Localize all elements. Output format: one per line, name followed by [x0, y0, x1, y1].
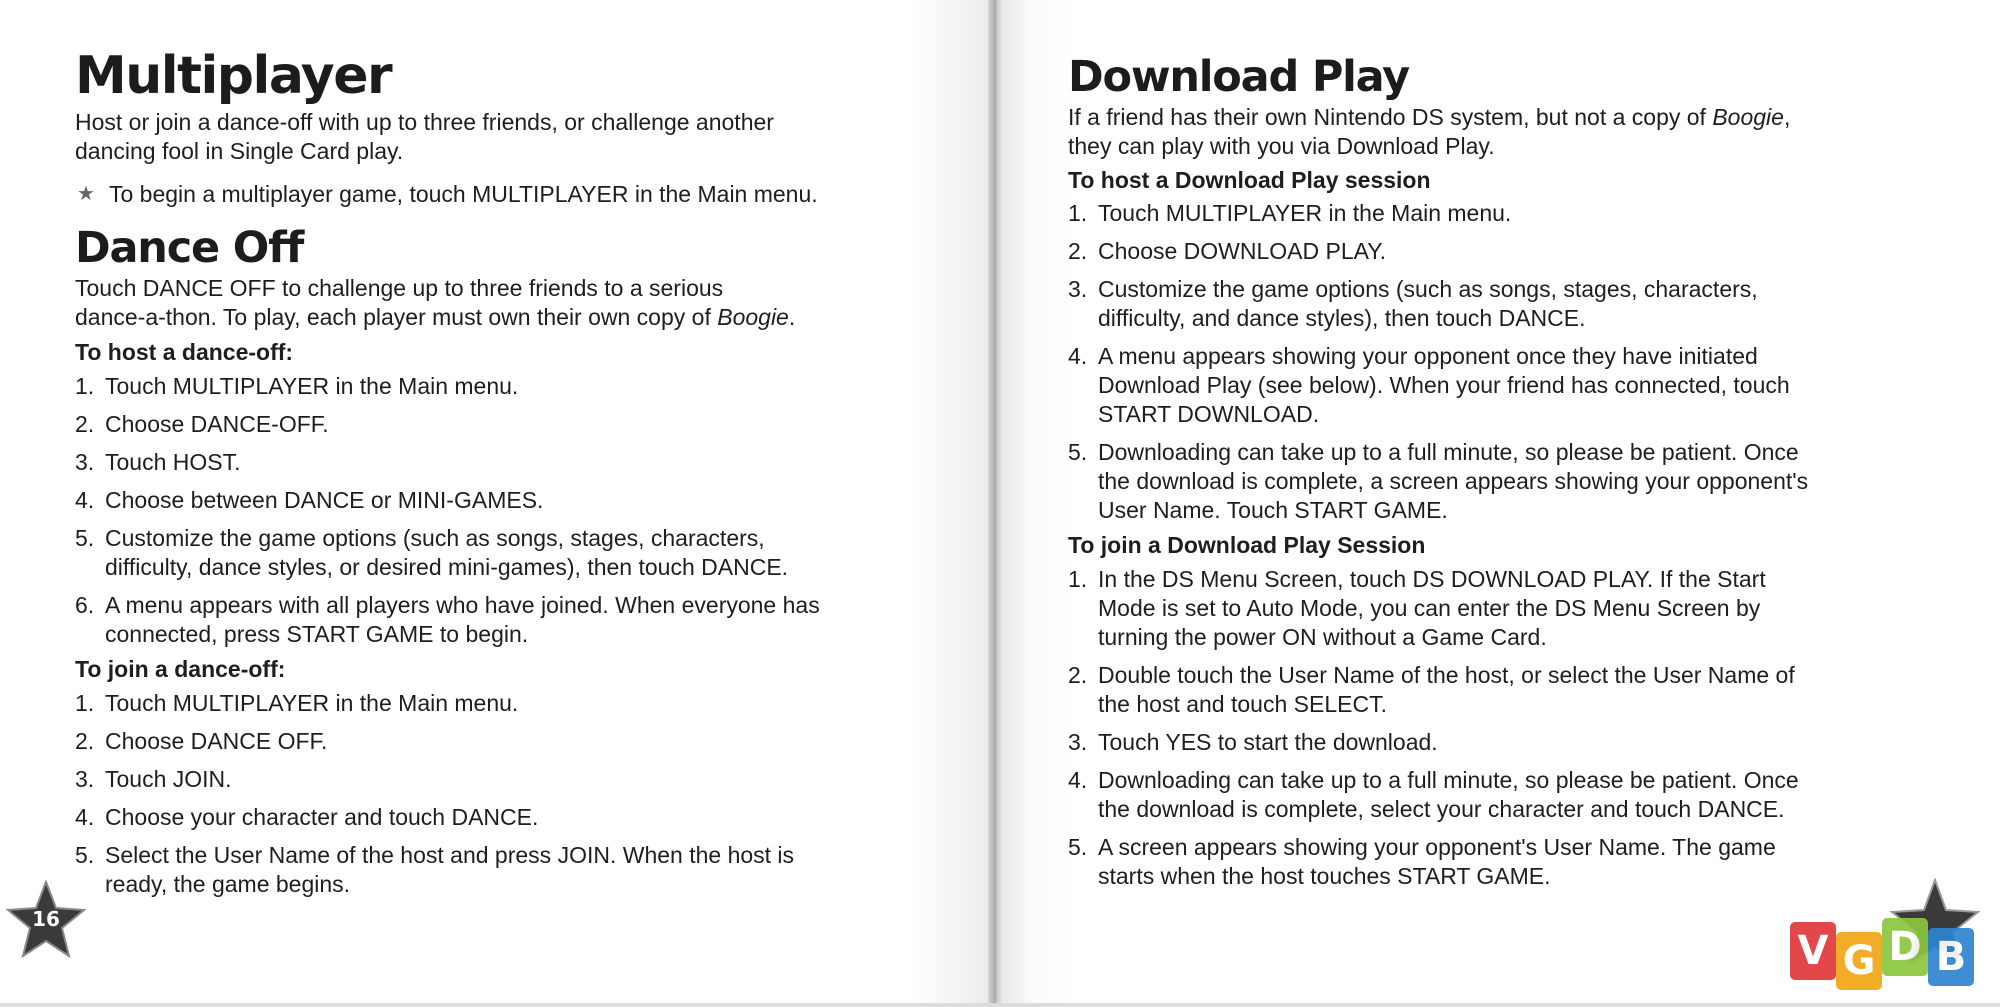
step-number: 2.	[75, 728, 95, 754]
step-number: 1.	[75, 373, 95, 399]
step-item	[1068, 275, 1908, 333]
step-number: 4.	[75, 487, 95, 513]
page-title-multiplayer: Multiplayer	[75, 46, 392, 106]
step-item	[1068, 565, 1908, 652]
step-text	[1098, 342, 1908, 429]
step-line: Mode is set to Auto Mode, you can enter the DS Menu Screen by	[1098, 595, 1761, 621]
step-line: User Name. Touch START GAME.	[1098, 497, 1448, 523]
step-line: Downloading can take up to a full minute, so please be patient. Once	[1098, 439, 1799, 465]
step-line: the download is complete, select your character and touch DANCE.	[1098, 796, 1785, 822]
step-text	[105, 727, 905, 756]
step-item	[1068, 661, 1908, 719]
right-column	[1068, 0, 1908, 891]
step-text	[105, 803, 905, 832]
step-number: 3.	[1068, 276, 1088, 302]
step-item	[75, 841, 905, 899]
step-text	[1098, 766, 1908, 824]
step-line: difficulty, dance styles, or desired mini-games), then touch DANCE.	[105, 554, 789, 580]
step-text	[105, 765, 905, 794]
step-text	[1098, 199, 1908, 228]
step-number: 1.	[75, 690, 95, 716]
step-line: START DOWNLOAD.	[1098, 401, 1320, 427]
step-number: 5.	[75, 525, 95, 551]
step-line: A screen appears showing your opponent's User Name. The game	[1098, 834, 1776, 860]
step-line: starts when the host touches START GAME.	[1098, 863, 1551, 889]
watermark-letter: V	[1790, 922, 1836, 980]
multiplayer-intro	[75, 108, 905, 166]
step-text	[1098, 565, 1908, 652]
step-line: A menu appears with all players who have joined. When everyone has	[105, 592, 820, 618]
intro-text: If a friend has their own Nintendo DS system, but not a copy of	[1068, 104, 1713, 130]
step-line: the download is complete, a screen appears showing your opponent's	[1098, 468, 1809, 494]
host-dance-off-steps	[75, 372, 905, 649]
star-bullet-icon: ★	[77, 183, 95, 205]
step-text	[105, 372, 905, 401]
step-number: 5.	[1068, 439, 1088, 465]
step-line: ready, the game begins.	[105, 871, 351, 897]
step-line: connected, press START GAME to begin.	[105, 621, 529, 647]
step-text	[1098, 833, 1908, 891]
step-number: 4.	[75, 804, 95, 830]
tip-bullet	[75, 180, 905, 209]
step-item	[1068, 237, 1908, 266]
step-number: 3.	[75, 449, 95, 475]
join-download-heading: To join a Download Play Session	[1068, 532, 1426, 558]
step-line: the host and touch SELECT.	[1098, 691, 1387, 717]
step-number: 1.	[1068, 566, 1088, 592]
step-item	[75, 410, 905, 439]
step-item	[1068, 728, 1908, 757]
step-line: Touch JOIN.	[105, 766, 232, 792]
step-number: 2.	[1068, 238, 1088, 264]
step-line: Touch MULTIPLAYER in the Main menu.	[105, 373, 519, 399]
step-item	[1068, 342, 1908, 429]
intro-text: dance-a-thon. To play, each player must own their own copy of	[75, 304, 718, 330]
game-title-emphasis: Boogie	[717, 304, 789, 330]
step-item	[75, 727, 905, 756]
step-text	[105, 591, 905, 649]
watermark-letter: D	[1882, 918, 1928, 976]
intro-line: dancing fool in Single Card play.	[75, 138, 404, 164]
step-line: Select the User Name of the host and press JOIN. When the host is	[105, 842, 795, 868]
intro-text: .	[788, 304, 796, 330]
step-text	[105, 486, 905, 515]
intro-line: Touch DANCE OFF to challenge up to three friends to a serious	[75, 275, 724, 301]
step-item	[1068, 199, 1908, 228]
step-item	[1068, 438, 1908, 525]
step-line: In the DS Menu Screen, touch DS DOWNLOAD PLAY. If the Start	[1098, 566, 1766, 592]
step-item	[75, 689, 905, 718]
intro-line	[75, 303, 905, 332]
join-download-steps	[1068, 565, 1908, 891]
host-dance-off-heading: To host a dance-off:	[75, 339, 294, 365]
step-line: turning the power ON without a Game Card.	[1098, 624, 1547, 650]
intro-text: ,	[1783, 104, 1791, 130]
book-gutter	[988, 0, 1004, 1007]
tip-text: To begin a multiplayer game, touch MULTIPLAYER in the Main menu.	[109, 181, 818, 207]
step-text	[105, 448, 905, 477]
intro-line: Host or join a dance-off with up to three friends, or challenge another	[75, 109, 774, 135]
step-line: Choose DANCE OFF.	[105, 728, 328, 754]
step-text	[105, 841, 905, 899]
step-line: Choose between DANCE or MINI-GAMES.	[105, 487, 544, 513]
step-number: 4.	[1068, 767, 1088, 793]
step-item	[1068, 766, 1908, 824]
step-line: Touch HOST.	[105, 449, 241, 475]
step-text	[1098, 237, 1908, 266]
watermark-letter: G	[1836, 932, 1882, 990]
step-text	[1098, 728, 1908, 757]
section-title-dance-off: Dance Off	[75, 223, 304, 273]
step-item	[75, 765, 905, 794]
dance-off-intro	[75, 274, 905, 332]
step-line: Downloading can take up to a full minute, so please be patient. Once	[1098, 767, 1799, 793]
step-item	[75, 448, 905, 477]
step-line: Touch MULTIPLAYER in the Main menu.	[105, 690, 519, 716]
step-text	[105, 524, 905, 582]
step-item	[75, 591, 905, 649]
vgdb-watermark-logo	[1790, 918, 1990, 988]
step-line: Download Play (see below). When your friend has connected, touch	[1098, 372, 1790, 398]
step-number: 6.	[75, 592, 95, 618]
step-item	[1068, 833, 1908, 891]
step-number: 4.	[1068, 343, 1088, 369]
step-line: Customize the game options (such as songs, stages, characters,	[1098, 276, 1758, 302]
watermark-letter: B	[1928, 928, 1974, 986]
step-item	[75, 803, 905, 832]
step-item	[75, 524, 905, 582]
step-text	[1098, 438, 1908, 525]
step-item	[75, 372, 905, 401]
step-text	[105, 689, 905, 718]
step-line: Choose DOWNLOAD PLAY.	[1098, 238, 1387, 264]
step-line: Touch YES to start the download.	[1098, 729, 1438, 755]
intro-line	[1068, 103, 1908, 132]
step-line: difficulty, and dance styles), then touch DANCE.	[1098, 305, 1586, 331]
join-dance-off-heading: To join a dance-off:	[75, 656, 286, 682]
step-number: 5.	[75, 842, 95, 868]
step-number: 5.	[1068, 834, 1088, 860]
left-column	[75, 0, 905, 899]
page-number: 16	[32, 907, 60, 931]
step-line: Choose your character and touch DANCE.	[105, 804, 539, 830]
step-line: Customize the game options (such as songs, stages, characters,	[105, 525, 765, 551]
join-dance-off-steps	[75, 689, 905, 899]
step-number: 3.	[1068, 729, 1088, 755]
step-text	[105, 410, 905, 439]
step-number: 2.	[1068, 662, 1088, 688]
step-text	[1098, 275, 1908, 333]
scan-bottom-edge	[0, 1003, 2000, 1007]
step-line: Touch MULTIPLAYER in the Main menu.	[1098, 200, 1512, 226]
step-line: A menu appears showing your opponent once they have initiated	[1098, 343, 1758, 369]
step-line: Choose DANCE-OFF.	[105, 411, 329, 437]
intro-line: they can play with you via Download Play.	[1068, 133, 1495, 159]
step-text	[1098, 661, 1908, 719]
step-number: 1.	[1068, 200, 1088, 226]
step-number: 3.	[75, 766, 95, 792]
download-play-intro	[1068, 103, 1908, 161]
step-item	[75, 486, 905, 515]
step-line: Double touch the User Name of the host, or select the User Name of	[1098, 662, 1795, 688]
page-title-download-play: Download Play	[1068, 52, 1409, 102]
host-download-steps	[1068, 199, 1908, 525]
game-title-emphasis: Boogie	[1712, 104, 1784, 130]
host-download-heading: To host a Download Play session	[1068, 167, 1431, 193]
page-number-badge	[6, 880, 86, 960]
step-number: 2.	[75, 411, 95, 437]
